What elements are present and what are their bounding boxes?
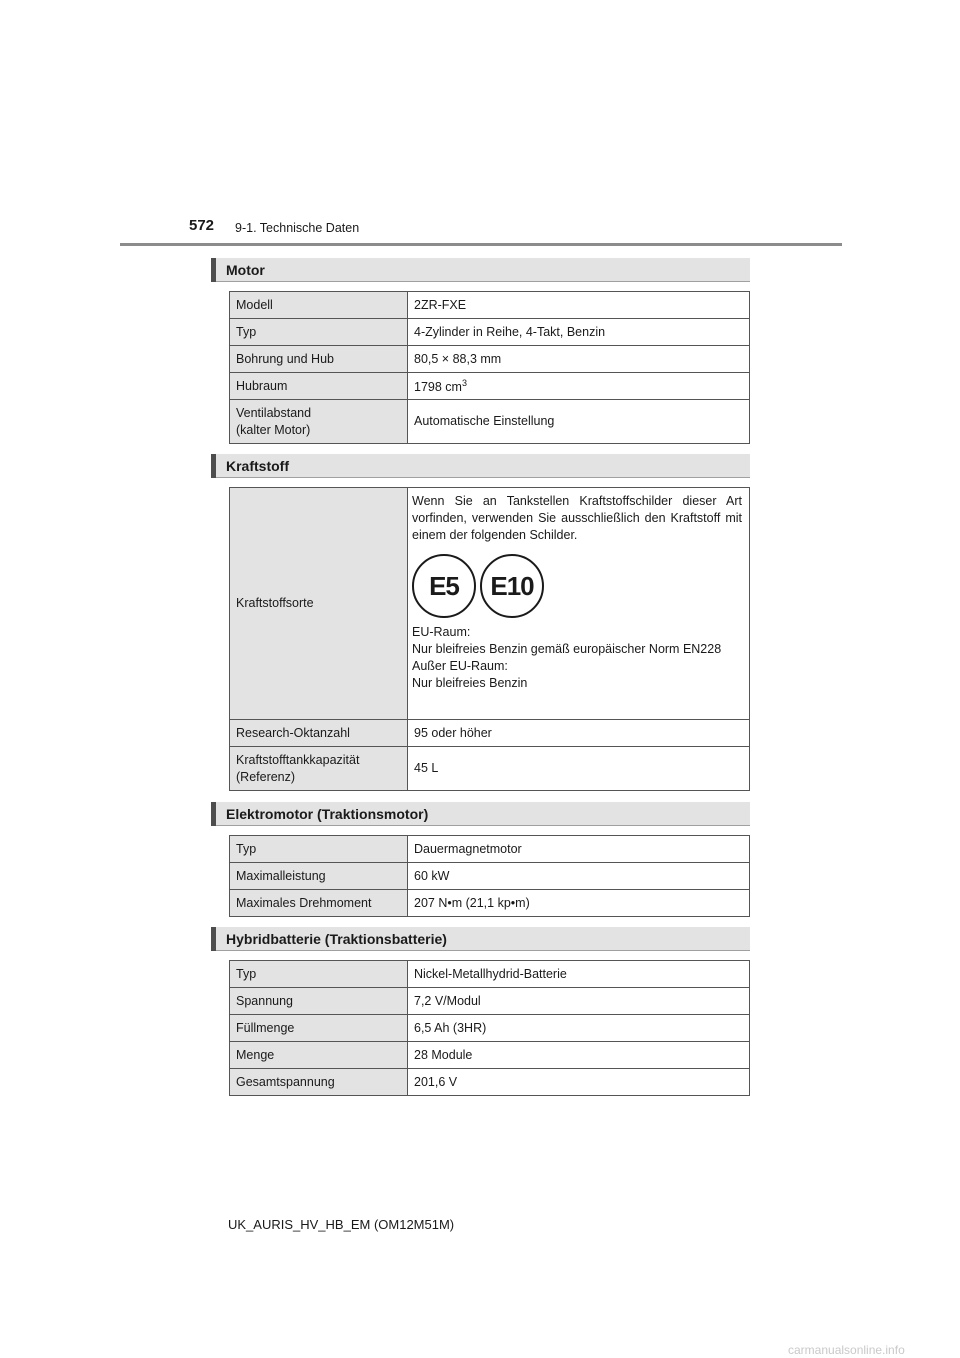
section-bar-kraftstoff xyxy=(211,454,750,478)
section-title: Motor xyxy=(226,262,265,278)
eu-heading: EU-Raum: xyxy=(412,625,471,639)
table-row xyxy=(230,1069,750,1096)
hybridbatterie-spec-table xyxy=(229,960,750,1096)
spec-value: 95 oder höher xyxy=(408,720,750,747)
spec-label: Maximales Drehmoment xyxy=(230,890,408,917)
table-row xyxy=(230,346,750,373)
spec-value: Nickel-Metallhydrid-Batterie xyxy=(408,961,750,988)
spec-label: Hubraum xyxy=(230,373,408,400)
table-row xyxy=(230,747,750,791)
spec-value: 6,5 Ah (3HR) xyxy=(408,1015,750,1042)
table-row xyxy=(230,488,750,720)
spec-value-text: 1798 cm xyxy=(414,380,462,395)
spec-value: 2ZR-FXE xyxy=(408,292,750,319)
table-row xyxy=(230,400,750,444)
spec-label: Research-Oktanzahl xyxy=(230,720,408,747)
section-title: Hybridbatterie (Traktionsbatterie) xyxy=(226,931,447,947)
spec-value: Automatische Einstellung xyxy=(408,400,750,444)
spec-value xyxy=(408,488,750,720)
spec-label: Typ xyxy=(230,961,408,988)
spec-label: Spannung xyxy=(230,988,408,1015)
header-rule xyxy=(120,243,842,246)
spec-value: 60 kW xyxy=(408,863,750,890)
table-row xyxy=(230,988,750,1015)
spec-value: 80,5 × 88,3 mm xyxy=(408,346,750,373)
table-row xyxy=(230,1015,750,1042)
spec-label-line: Ventilabstand xyxy=(236,405,312,420)
spec-label: Maximalleistung xyxy=(230,863,408,890)
section-bar-elektromotor xyxy=(211,802,750,826)
section-bar-motor xyxy=(211,258,750,282)
fuel-badges xyxy=(412,554,742,618)
table-row xyxy=(230,863,750,890)
table-row xyxy=(230,890,750,917)
spec-label: Typ xyxy=(230,319,408,346)
spec-label: Typ xyxy=(230,836,408,863)
section-bar-hybridbatterie xyxy=(211,927,750,951)
non-eu-text: Nur bleifreies Benzin xyxy=(412,676,528,690)
spec-label: Füllmenge xyxy=(230,1015,408,1042)
spec-label-line: (kalter Motor) xyxy=(236,422,311,437)
section-title: Elektromotor (Traktionsmotor) xyxy=(226,806,429,822)
spec-label-line: (Referenz) xyxy=(236,769,296,784)
table-row xyxy=(230,1042,750,1069)
table-row xyxy=(230,292,750,319)
watermark: carmanualsonline.info xyxy=(788,1343,905,1357)
non-eu-heading: Außer EU-Raum: xyxy=(412,659,508,673)
spec-label xyxy=(230,400,408,444)
spec-value: 45 L xyxy=(408,747,750,791)
chapter-title: 9-1. Technische Daten xyxy=(235,221,360,235)
spec-value-superscript: 3 xyxy=(461,378,467,389)
page-number: 572 xyxy=(189,217,215,234)
spec-value: 201,6 V xyxy=(408,1069,750,1096)
spec-label: Gesamtspannung xyxy=(230,1069,408,1096)
elektromotor-spec-table xyxy=(229,835,750,917)
spec-label: Menge xyxy=(230,1042,408,1069)
spec-label-line: Kraftstofftankkapazität xyxy=(236,752,360,767)
spec-value: 7,2 V/Modul xyxy=(408,988,750,1015)
spec-value xyxy=(408,373,750,400)
spec-label xyxy=(230,747,408,791)
spec-value: Dauermagnetmotor xyxy=(408,836,750,863)
fuel-intro-text: Wenn Sie an Tankstellen Kraftstoffschilder dieser Art vorfinden, verwenden Sie ausschließlich den Kraftstoff mit einem der folgenden Schilder. xyxy=(412,494,742,542)
spec-label: Bohrung und Hub xyxy=(230,346,408,373)
document-code: UK_AURIS_HV_HB_EM (OM12M51M) xyxy=(228,1217,455,1232)
table-row xyxy=(230,961,750,988)
spec-value: 28 Module xyxy=(408,1042,750,1069)
table-row xyxy=(230,836,750,863)
eu-text: Nur bleifreies Benzin gemäß europäischer Norm EN228 xyxy=(412,642,722,656)
spec-value: 4-Zylinder in Reihe, 4-Takt, Benzin xyxy=(408,319,750,346)
fuel-badge-e5-icon: E5 xyxy=(412,554,476,618)
table-row xyxy=(230,319,750,346)
fuel-badge-e10-icon: E10 xyxy=(480,554,544,618)
spec-label: Kraftstoffsorte xyxy=(230,488,408,720)
spec-label: Modell xyxy=(230,292,408,319)
spec-value: 207 N•m (21,1 kp•m) xyxy=(408,890,750,917)
table-row xyxy=(230,373,750,400)
section-title: Kraftstoff xyxy=(226,458,289,474)
kraftstoff-spec-table xyxy=(229,487,750,791)
table-row xyxy=(230,720,750,747)
motor-spec-table xyxy=(229,291,750,444)
